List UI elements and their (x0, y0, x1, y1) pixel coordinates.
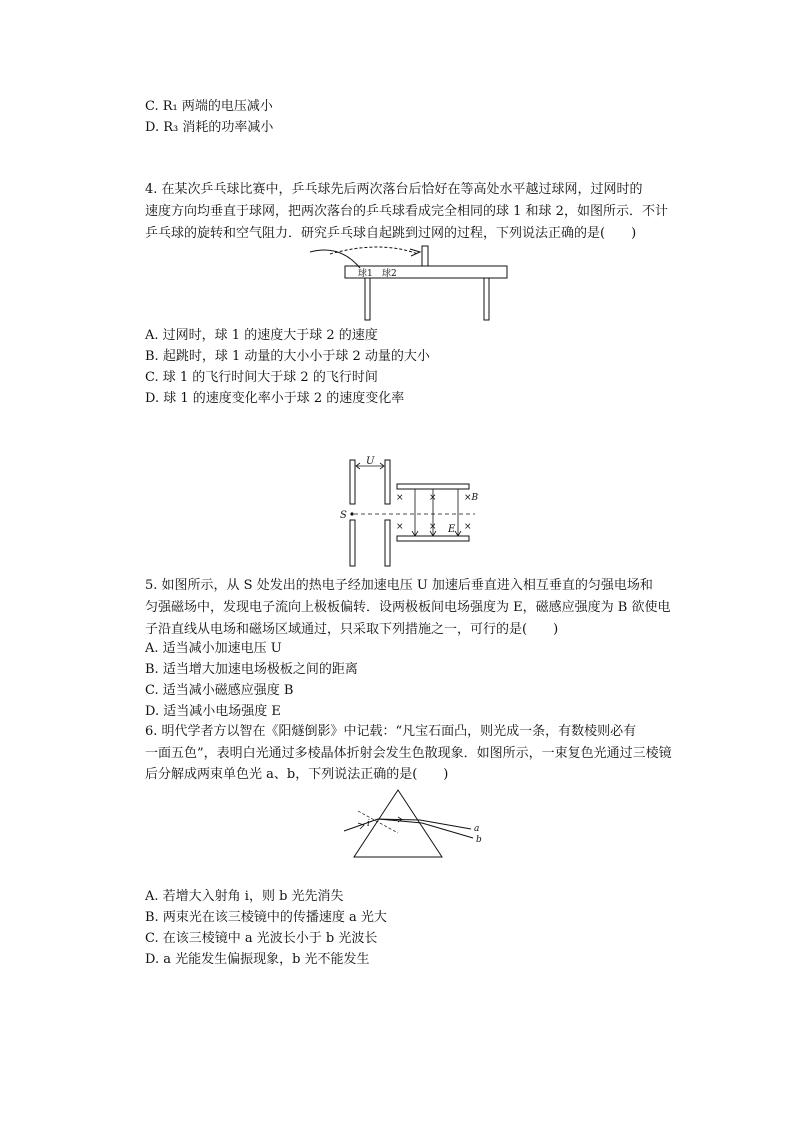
accel-plate-right-top (385, 460, 390, 504)
table-leg-left (365, 278, 370, 320)
incident-ray (344, 819, 378, 831)
ray-a-label: a (474, 824, 480, 834)
q6-prism-figure (340, 787, 490, 861)
q5-option-a: A. 适当减小加速电压 U (145, 641, 282, 656)
q4-option-d: D. 球 1 的速度变化率小于球 2 的速度变化率 (145, 391, 405, 406)
q5-stem-line-3: 子沿直线从电场和磁场区域通过，只采取下列措施之一，可行的是( ) (145, 622, 559, 637)
field-b-label: ×B (464, 493, 479, 503)
field-e-label: E (448, 524, 456, 535)
q4-option-b: B. 起跳时，球 1 动量的大小小于球 2 动量的大小 (145, 349, 430, 364)
q5-stem-line-2: 匀强磁场中，发现电子流向上极板偏转．设两极板间电场强度为 E，磁感应强度为 B 欲使电 (145, 600, 671, 615)
accel-plate-left-bottom (350, 520, 355, 566)
q6-option-d: D. a 光能发生偏振现象，b 光不能发生 (145, 952, 370, 967)
source-s-dot (350, 512, 353, 515)
source-s-label: S (340, 510, 347, 521)
table-net (422, 246, 428, 266)
q6-stem-line-1: 6. 明代学者方以智在《阳燧倒影》中记载：“凡宝石面凸，则光成一条，有数棱则必有 (145, 724, 637, 739)
svg-text:×: × (396, 493, 404, 503)
q3-option-d: D. R₃ 消耗的功率减小 (145, 120, 274, 135)
q4-option-a: A. 过网时，球 1 的速度大于球 2 的速度 (145, 328, 378, 343)
svg-text:×: × (396, 522, 404, 532)
ball2-label: 球2 (382, 269, 397, 279)
table-leg-right (484, 278, 489, 320)
svg-text:×: × (429, 493, 437, 503)
q4-stem-line-1: 4. 在某次乒乓球比赛中，乒乓球先后两次落台后恰好在等高处水平越过球网，过网时的 (145, 182, 643, 197)
q4-ping-pong-figure (300, 240, 520, 322)
q6-option-b: B. 两束光在该三棱镜中的传播速度 a 光大 (145, 910, 387, 925)
accel-plate-left-top (350, 460, 355, 504)
q5-option-d: D. 适当减小电场强度 E (145, 704, 281, 719)
ray-b-label: b (476, 835, 482, 845)
q5-velocity-selector-figure (335, 452, 495, 577)
q6-stem-line-3: 后分解成两束单色光 a、b，下列说法正确的是( ) (145, 767, 449, 782)
q5-option-c: C. 适当减小磁感应强度 B (145, 683, 294, 698)
q5-option-b: B. 适当增大加速电场极板之间的距离 (145, 662, 358, 677)
q6-stem-line-2: 一面五色”，表明白光通过多棱晶体折射会发生色散现象．如图所示，一束复色光通过三棱镜 (145, 746, 672, 761)
svg-text:×: × (464, 522, 472, 532)
q3-option-c: C. R₁ 两端的电压减小 (145, 99, 273, 114)
accel-plate-right-bottom (385, 520, 390, 566)
deflector-plate-top (397, 484, 469, 489)
q5-stem-line-1: 5. 如图所示，从 S 处发出的热电子经加速电压 U 加速后垂直进入相互垂直的匀强电场和 (145, 578, 653, 593)
q4-option-c: C. 球 1 的飞行时间大于球 2 的飞行时间 (145, 370, 378, 385)
q6-option-a: A. 若增大入射角 i，则 b 光先消失 (145, 889, 344, 904)
ball1-trajectory (310, 250, 360, 268)
q4-stem-line-3: 乒乓球的旋转和空气阻力．研究乒乓球自起跳到过网的过程，下列说法正确的是( ) (145, 226, 637, 241)
incidence-angle-label: i (367, 819, 370, 829)
q4-stem-line-2: 速度方向均垂直于球网，把两次落台的乒乓球看成完全相同的球 1 和球 2，如图所示．不计 (145, 204, 668, 219)
ball2-trajectory (330, 247, 418, 254)
voltage-u-label: U (366, 456, 375, 467)
svg-text:×: × (429, 522, 437, 532)
q6-option-c: C. 在该三棱镜中 a 光波长小于 b 光波长 (145, 931, 378, 946)
ball1-label: 球1 (358, 269, 373, 279)
